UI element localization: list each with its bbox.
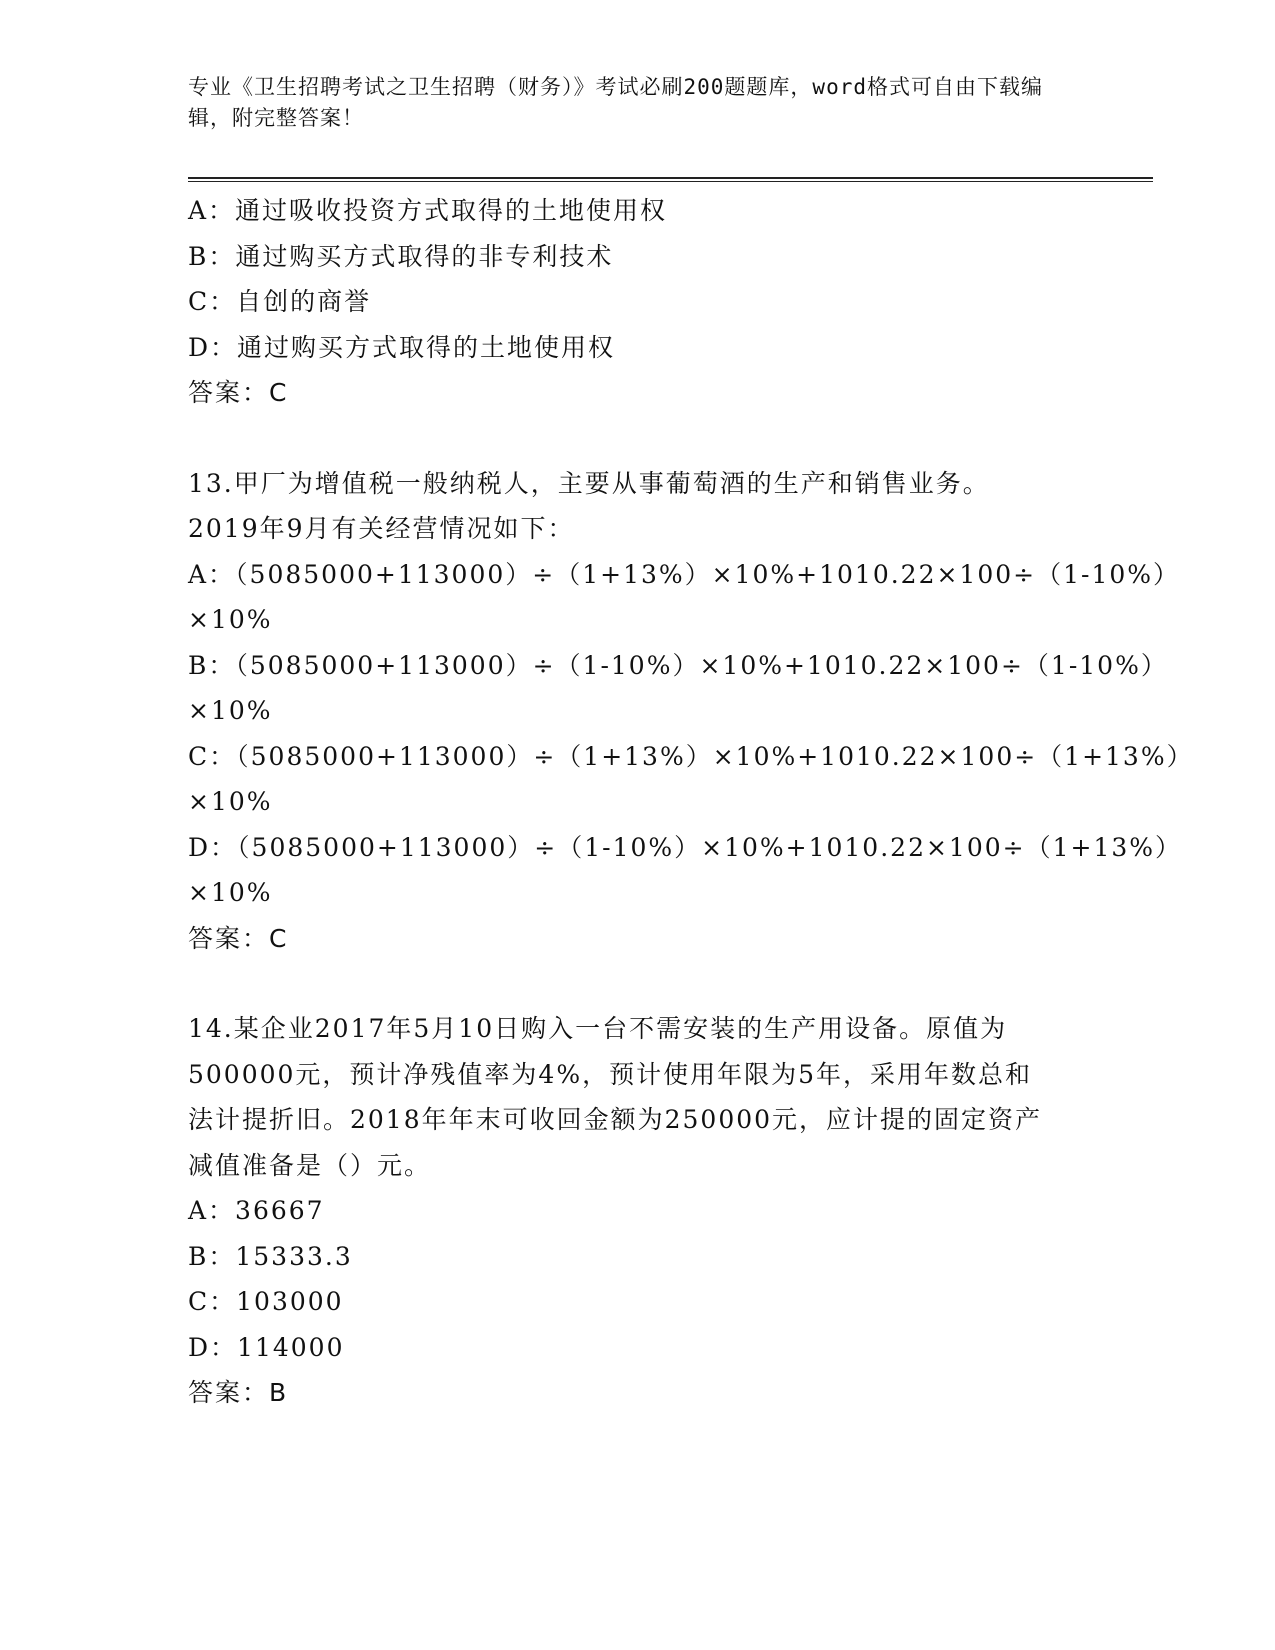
question-stem: 13.甲厂为增值税一般纳税人，主要从事葡萄酒的生产和销售业务。 [188,468,990,498]
option-a: A：（5085000+113000）÷（1+13%）×10%+1010.22×100÷（1-10%） [188,559,1181,589]
option-b-continued: ×10% [188,696,273,725]
document-body [188,188,1194,1416]
option-a: A：通过吸收投资方式取得的土地使用权 [188,196,668,225]
option-b: B：（5085000+113000）÷（1-10%）×10%+1010.22×100÷（1-10%） [188,650,1168,680]
option-c: C：103000 [188,1287,344,1316]
question-stem: 500000元，预计净残值率为4%，预计使用年限为5年，采用年数总和 [188,1059,1033,1089]
answer-line: 答案：B [188,1378,289,1407]
question-stem: 减值准备是（）元。 [188,1150,432,1180]
spacer [188,961,1088,1006]
option-b: B：15333.3 [188,1241,353,1271]
question-stem: 14.某企业2017年5月10日购入一台不需安装的生产用设备。原值为 [188,1014,1008,1043]
question-13 [188,461,1194,962]
header-rule-thin [188,181,1153,182]
header-rule-thick [188,177,1153,179]
option-a-continued: ×10% [188,605,273,634]
option-d: D：114000 [188,1332,345,1362]
question-stem: 2019年9月有关经营情况如下： [188,514,575,543]
question-12 [188,188,1088,416]
spacer [188,416,1088,461]
option-a: A：36667 [188,1196,325,1225]
option-d: D：（5085000+113000）÷（1-10%）×10%+1010.22×100÷（1+13%） [188,832,1183,862]
question-stem: 法计提折旧。2018年年末可收回金额为250000元，应计提的固定资产 [188,1105,1043,1134]
question-14 [188,1006,1088,1416]
option-c: C：自创的商誉 [188,287,372,316]
option-d-continued: ×10% [188,878,273,907]
document-header: 专业《卫生招聘考试之卫生招聘（财务）》考试必刷200题题库，word格式可自由下载编辑，附完整答案！ [188,75,1043,130]
answer-line: 答案：C [188,923,289,953]
answer-line: 答案：C [188,378,289,407]
option-c: C：（5085000+113000）÷（1+13%）×10%+1010.22×100÷（1+13%） [188,741,1194,771]
option-d: D：通过购买方式取得的土地使用权 [188,332,616,362]
option-c-continued: ×10% [188,787,273,816]
option-b: B：通过购买方式取得的非专利技术 [188,241,614,271]
